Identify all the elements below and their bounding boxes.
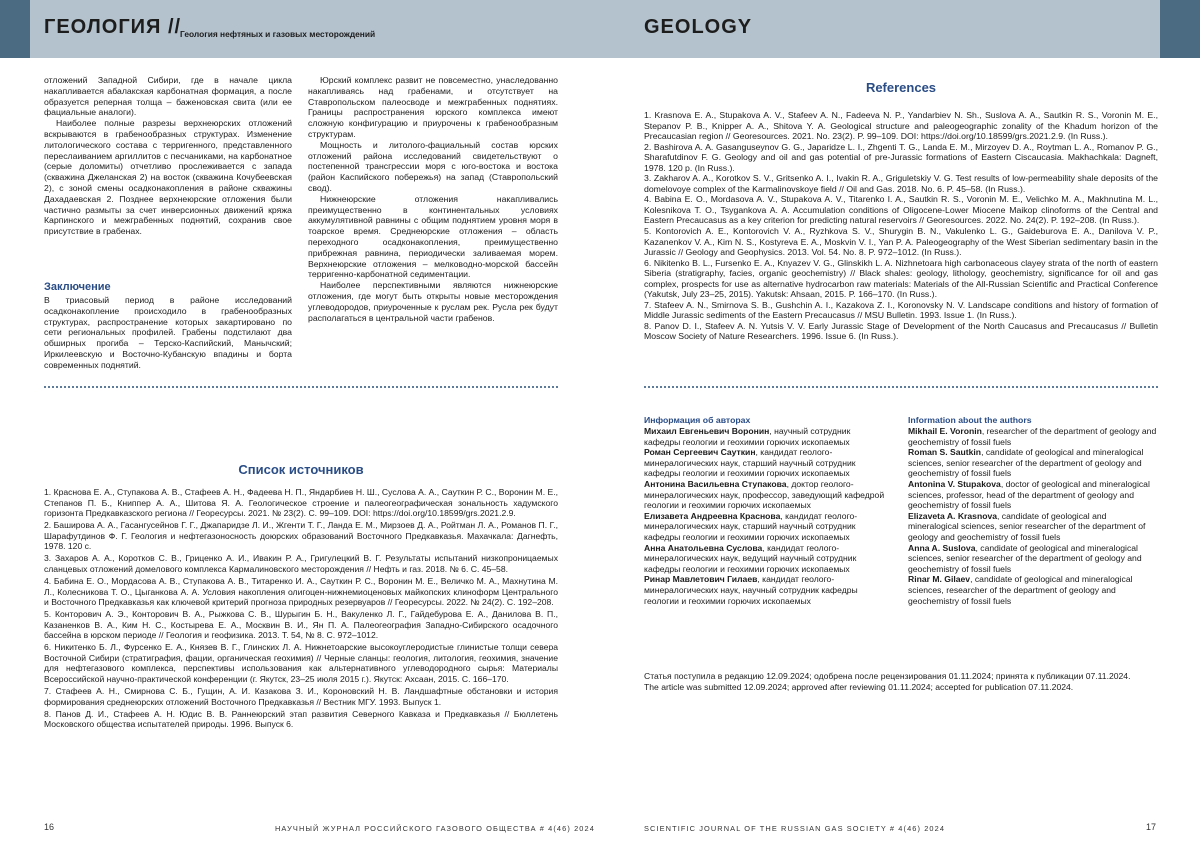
author-name: Антонина Васильевна Ступакова — [644, 478, 787, 489]
author-entry — [644, 511, 886, 543]
source-item: 2. Баширова А. А., Гасангусейнов Г. Г., Джапаридзе Л. И., Жгенти Т. Г., Ланда Е. М., Мирзоев Д. А., Ройтман Л. А., Романов П. Г., Шарафутдинов Ф. Г. Геология и нефтегазоносность доюрских образований Восточного Предкавказья. Махачкала: Дагнефть, 1978. 120 с. — [44, 520, 558, 552]
left-column-2 — [308, 75, 558, 323]
author-name: Михаил Евгеньевич Воронин — [644, 426, 770, 436]
author-entry — [644, 426, 886, 447]
author-name: Elizaveta A. Krasnova — [908, 510, 998, 521]
author-entry — [908, 574, 1158, 606]
submission-en: The article was submitted 12.09.2024; approved after reviewing 01.11.2024; accepted for publication 07.11.2024. — [644, 681, 1074, 692]
reference-item: 8. Panov D. I., Stafeev A. N. Yutsis V. V. Early Jurassic Stage of Development of the North Caucasus and Precaucasus // Bulletin Moscow Society of Nature Researchers. 1996. Issue 6. (In Russ.). — [644, 320, 1158, 342]
author-desc: , candidate of geological and mineralogical sciences, senior researcher of the department of geology and geochemistry of fossil fuels — [908, 510, 1146, 542]
author-desc: , научный сотрудник кафедры геологии и геохимии горючих ископаемых — [644, 426, 851, 447]
right-footer-journal: SCIENTIFIC JOURNAL OF THE RUSSIAN GAS SOCIETY # 4(46) 2024 — [644, 824, 946, 833]
submission-info — [644, 671, 1158, 692]
reference-item: 7. Stafeev A. N., Smirnova S. B., Gushchin A. I., Kazakova Z. I., Koronovsky N. V. Landscape conditions and history of formation of Middle Jurassic sediments of the Eastern Precaucasus // MSU Bulletin. 1993. Issue 1. (In Russ.). — [644, 299, 1158, 321]
author-name: Rinar M. Gilaev — [908, 574, 971, 585]
author-name: Roman S. Sautkin — [908, 447, 982, 458]
reference-item: 2. Bashirova A. A. Gasanguseynov G. G., Japaridze L. I., Zhgenti T. G., Landa E. M., Mirzoyev D. A., Roytman L. A., Romanov P. G., Sharafutdinov F. G. Geology and oil and gas potential of pre-Jurassic formations of Eastern Ciscaucasia. Makhachkala: Dagneft, 1978. 120 p. (In Russ.). — [644, 141, 1158, 173]
right-header-title: GEOLOGY — [644, 16, 753, 38]
authors-ru — [644, 415, 886, 606]
left-divider — [44, 386, 558, 388]
references-heading: References — [865, 80, 937, 95]
author-desc: , кандидат геолого-минералогических наук, старший научный сотрудник кафедры геологии и геохимии горючих ископаемых — [644, 447, 856, 479]
author-name: Mikhail E. Voronin — [908, 426, 982, 436]
paragraph: отложений Западной Сибири, где в начале цикла накапливается абалакская карбонатная формация, а после образуется реперная толща – баженовская свита (или ее фациальные аналоги). — [44, 75, 292, 118]
author-entry — [644, 479, 886, 511]
left-header-subtitle: Геология нефтяных и газовых месторождений — [180, 29, 376, 39]
conclusion-heading: Заключение — [44, 281, 111, 293]
author-entry — [908, 447, 1158, 479]
left-footer-journal: НАУЧНЫЙ ЖУРНАЛ РОССИЙСКОГО ГАЗОВОГО ОБЩЕСТВА # 4(46) 2024 — [275, 824, 595, 833]
left-column-1 — [44, 75, 292, 237]
author-entry — [644, 574, 886, 606]
author-desc: , researcher of the department of geology and geochemistry of fossil fuels — [908, 426, 1157, 447]
author-entry — [644, 543, 886, 575]
submission-ru: Статья поступила в редакцию 12.09.2024; одобрена после рецензирования 01.11.2024; принята к публикации 07.11.2024. — [644, 671, 1131, 681]
authors-ru-heading: Информация об авторах — [644, 415, 751, 425]
reference-item: 5. Kontorovich A. E., Kontorovich V. A., Ryzhkova S. V., Shurygin B. N., Vakulenko L. G., Gaideburova E. A., Danilova V. P., Kazanenkov V. A., Kim N. S., Kostyreva E. A., Moskvin V. I., Yan P. A. Paleogeography of the West Siberian sedimentary basin in the Jurassic // Geology and Geophysics. 2013. Vol. 54. No. 8. P. 972–1012. (In Russ.). — [644, 226, 1158, 258]
sources-list — [44, 487, 558, 731]
author-name: Анна Анатольевна Суслова — [644, 542, 763, 553]
author-desc: , doctor of geological and mineralogical sciences, professor, head of the department of geology and geochemistry of fossil fuels — [908, 478, 1150, 511]
source-item: 6. Никитенко Б. Л., Фурсенко Е. А., Князев В. Г., Глинских Л. А. Нижнетоарские высокоуглеродистые глинистые толщи севера Восточной Сибири (стратиграфия, фации, органическая геохимия) // Черные сланцы: геология, литология, геохимия, значение для нефтегазового комплекса, перспективы использования как альтернативного углеводородного сырья: Материалы Всероссийской научно-практической конференции (г. Якутск, 23–25 июля 2015 г.). Якутск: Ахсаан, 2015. С. 166–170. — [44, 642, 558, 685]
paragraph: Нижнеюрские отложения накапливались преимущественно в континентальных условиях аккумулятивной равнины с общим поднятием уровня моря в тоарское время. Среднеюрские отложения – область переходного осадконакопления, преимущественно прибрежная равнина, периодически заливаемая морем. Верхнеюрские отложения – мелководно-морской бассейн терригенно-карбонатной седиментации. — [308, 193, 558, 280]
author-entry — [908, 426, 1158, 447]
source-item: 3. Захаров А. А., Коротков С. В., Гриценко А. И., Ивакин Р. А., Григулецкий В. Г. Результаты испытаний низкопроницаемых сланцевых отложений домелового комплекса Кармалиновского месторождения // Нефть и газ. 2018. № 6. С. 45–58. — [44, 553, 558, 574]
references-list — [644, 110, 1158, 342]
left-page-number: 16 — [44, 822, 55, 832]
author-name: Anna A. Suslova — [908, 542, 976, 553]
left-header-accent — [0, 0, 30, 58]
right-divider — [644, 386, 1158, 388]
reference-item: 6. Nikitenko B. L., Fursenko E. A., Knyazev V. G., Glinskikh L. A. Nizhnetoara high carbonaceous clayey strata of the north of eastern Siberia (stratigraphy, facies, organic geochemistry) // Black shales: geology, lithology, geochemistry, significance for oil and gas complex, prospects for use as alternative hydrocarbon raw materials: Materials of the All-Russian Scientific and Practical Conference (Yakutsk, July 23–25, 2015). Yakutsk: Ahsaan, 2015. P. 166–170. (In Russ.). — [644, 257, 1158, 300]
author-name: Antonina V. Stupakova — [908, 478, 1001, 489]
author-entry — [908, 479, 1158, 511]
author-desc: , кандидат геолого-минералогических наук, научный сотрудник кафедры геологии и геохимии горючих ископаемых — [644, 574, 858, 606]
paragraph: Наиболее полные разрезы верхнеюрских отложений вскрываются в грабенообразных структурах. Изменение литологического состава с терригенного, представленного переслаиванием аргиллитов с песчаниками, на карбонатное (серые доломиты) отчетливо прослеживается с запада (скважина Джеланская 2) на восток (скважина Кочубеевская 2), с зоной смены осадконакопления в районе скважины Дахадаевская 2. Позднее верхнеюрские отложения были частично размыты за счет инверсионных движений кряжа Карпинского и межграбенных поднятий, сохранив свое присутствие в грабенах. — [44, 118, 292, 237]
author-desc: , кандидат геолого-минералогических наук, ведущий научный сотрудник кафедры геологии и геохимии горючих ископаемых — [644, 542, 857, 574]
author-desc: , candidate of geological and mineralogical sciences, researcher of the department of geology and geochemistry of fossil fuels — [908, 574, 1133, 606]
left-header-title: ГЕОЛОГИЯ // — [44, 16, 182, 38]
author-name: Роман Сергеевич Сауткин — [644, 447, 756, 458]
right-page-number: 17 — [1146, 822, 1157, 832]
author-entry — [908, 543, 1158, 575]
author-desc: , candidate of geological and mineralogical sciences, senior researcher of the department of geology and geochemistry of fossil fuels — [908, 447, 1144, 479]
authors-en-heading: Information about the authors — [908, 415, 1032, 425]
author-name: Елизавета Андреевна Краснова — [644, 510, 781, 521]
author-desc: , кандидат геолого-минералогических наук, старший научный сотрудник кафедры геологии и геохимии горючих ископаемых — [644, 510, 858, 542]
sources-heading: Список источников — [238, 462, 364, 477]
paragraph: Мощность и литолого-фациальный состав юрских отложений района исследований свидетельствуют о постепенной трансгрессии моря с юго-востока и востока (район Каспийского побережья) на запад (Ставропольский свод). — [308, 139, 558, 193]
author-desc: , candidate of geological and mineralogical sciences, senior researcher of the department of geology and geochemistry of fossil fuels — [908, 542, 1142, 574]
source-item: 7. Стафеев А. Н., Смирнова С. Б., Гущин, А. И. Казакова З. И., Короновский Н. В. Ландшафтные обстановки и история формирования среднеюрских отложений Восточного Предкавказья // Вестник МГУ. 1993. Выпуск 1. — [44, 686, 558, 707]
conclusion-text — [44, 295, 292, 371]
paragraph: Юрский комплекс развит не повсеместно, унаследованно накапливаясь над грабенами, и отсутствует на Ставропольском палеосводе и межграбенных поднятиях. Границы распространения юрского комплекса имеют сложную конфигурацию и приурочены к грабенообразным структурам. — [308, 75, 558, 139]
authors-en — [908, 415, 1158, 606]
right-header-accent — [1160, 0, 1200, 58]
source-item: 8. Панов Д. И., Стафеев А. Н. Юдис В. В. Раннеюрский этап развития Северного Кавказа и Предкавказья // Бюллетень Московского общества испытателей природы. 1996. Выпуск 6. — [44, 708, 558, 730]
source-item: 1. Краснова Е. А., Ступакова А. В., Стафеев А. Н., Фадеева Н. П., Яндарбиев Н. Ш., Суслова А. А., Сауткин Р. С., Воронин М. Е., Степанов П. Б., Книппер А. А., Шитова Я. А. Геологическое строение и палеогеографическая зональность хадумского горизонта Предкавказского региона // Георесурсы. 2021. № 23(2). С. 99–109. DOI: https://doi.org/10.18599/grs.2021.2.9. — [44, 487, 558, 519]
author-entry — [644, 447, 886, 479]
source-item: 5. Конторович А. Э., Конторович В. А., Рыжкова С. В., Шурыгин Б. Н., Вакуленко Л. Г., Гайдебурова Е. А., Данилова В. П., Казаненков В. А., Ким Н. С., Костырева Е. А., Москвин В. И., Ян П. А. Палеогеография Западно-Сибирского осадочного бассейна в юрском периоде // Геология и геофизика. 2013. Т. 54, № 8. С. 972–1012. — [44, 609, 558, 641]
paragraph: В триасовый период в районе исследований осадконакопление происходило в грабенообразных структурах, распространение которых закартировано по сети региональных профилей. Грабены подстилают два обширных прогиба – Терско-Каспийский, Манычский; Иркилеевскую и Восточно-Кубанскую впадины и борта современных поднятий. — [44, 295, 292, 370]
reference-item: 3. Zakharov A. A., Korotkov S. V., Gritsenko A. I., Ivakin R. A., Griguletskiy V. G. Test results of low-permeability shale deposits of the domelovoye complex of the Karmalinovskoye field // Oil and Gas. 2018. No. 6. P. 45–58. (In Russ.). — [644, 173, 1158, 194]
source-item: 4. Бабина Е. О., Мордасова А. В., Ступакова А. В., Титаренко И. А., Сауткин Р. С., Воронин М. Е., Величко М. А., Махнутина М. Л., Колесникова Т. О., Цыганкова А. А. Условия накопления олигоцен-нижнемиоценовых майкопских клиноформ Центрального и Восточного Предкавказья как ключевой критерий прогноза природных резервуаров // Георесурсы. 2022. № 24(2). С. 192–208. — [44, 575, 558, 608]
author-name: Ринар Мавлетович Гилаев — [644, 574, 758, 585]
author-entry — [908, 511, 1158, 543]
reference-item: 4. Babina E. O., Mordasova A. V., Stupakova A. V., Titarenko I. A., Sautkin R. S., Voronin M. E., Velichko M. A., Makhnutina M. L., Kolesnikova T. O., Tsygankova A. A. Accumulation conditions of Oligocene-Lower Miocene Maikop clinoforms of the Central and Eastern Precaucasus as a key criterion for predicting natural reservoirs // Georesources. 2022. No. 24(2). P. 192–208. (In Russ.). — [644, 194, 1158, 226]
paragraph: Наиболее перспективными являются нижнеюрские отложения, где могут быть открыты новые месторождения углеводородов, приуроченные к руслам рек. Русла рек будут располагаться в центральной части грабенов. — [308, 280, 558, 323]
author-desc: , доктор геолого-минералогических наук, профессор, заведующий кафедрой геологии и геохимии горючих ископаемых — [644, 478, 885, 511]
reference-item: 1. Krasnova E. A., Stupakova A. V., Stafeev A. N., Fadeeva N. P., Yandarbiev N. Sh., Suslova A. A., Sautkin R. S., Voronin M. E., Stepanov P. B., Knipper A. A., Shitova Y. A. Geological structure and paleogeographic zonality of the Khadum horizon of the Precaucasian region // Georesources. 2021. No. 23(2). P. 99–109. DOI: https://doi.org/10.18599/grs.2021.2.9. (In Russ.). — [644, 110, 1158, 142]
